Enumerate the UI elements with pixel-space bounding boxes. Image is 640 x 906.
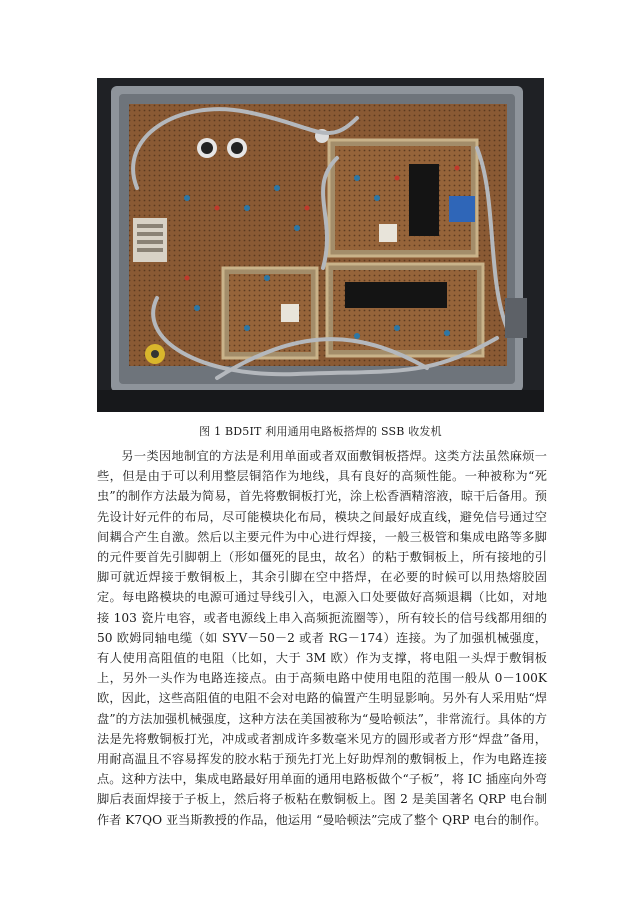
body-paragraph: 另一类因地制宜的方法是利用单面或者双面敷铜板搭焊。这类方法虽然麻烦一些，但是由于可以利用整层铜箔作为地线，具有良好的高频性能。一种被称为“死虫”的制作方法最为简易，首先将敷铜板打光，涂上松香酒精溶液，晾干后备用。预先设计好元件的布局，尽可能模块化布局，模块之间最好成直线，避免信号通过空间耦合产生自激。然后以主要元件为中心进行焊接，一般三极管和集成电路等多脚的元件要首先引脚朝上（形如僵死的昆虫，故名）的粘于敷铜板上，所有接地的引脚可就近焊接于敷铜板上，其余引脚在空中搭焊，在必要的时候可以用热熔胶固定。每电路模块的电源可通过导线引入，电源入口处要做好高频退耦（比如，对地接 103 瓷片电容，或者电源线上串入高频扼流圈等），所有较长的信号线都用细的 50 欧姆同轴电缆（如 SYV－50－2 或者 RG－174）连接。为了加强机械强度，有人使用高阻值的电阻（比如，大于 3M 欧）作为支撑，将电阻一头焊于敷铜板上，另外一头作为电路连接点。由于高频电路中使用电阻的范围一般从 0－100K 欧，因此，这些高阻值的电阻不会对电路的偏置产生明显影响。另外有人采用贴“焊盘”的方法加强机械强度，这种方法在美国被称为“曼哈顿法”，非常流行。具体的方法是先将敷铜板打光，冲成或者割成许多数毫米见方的圆形或者方形“焊盘”备用，用耐高温且不容易挥发的胶水粘于预先打光上好助焊剂的敷铜板上，作为电路连接点。这种方法中，集成电路最好用单面的通用电路板做个“子板”，将 IC 插座向外弯脚后表面焊接于子板上，然后将子板粘在敷铜板上。图 2 是美国著名 QRP 电台制作者 K7QO 亚当斯教授的作品，他运用 “曼哈顿法”完成了整个 QRP 电台的制作。 (97, 449, 547, 827)
figure-photo (97, 78, 544, 412)
circuit-board-photo (97, 78, 544, 412)
figure-caption: 图 1 BD5IT 利用通用电路板搭焊的 SSB 收发机 (199, 425, 442, 438)
